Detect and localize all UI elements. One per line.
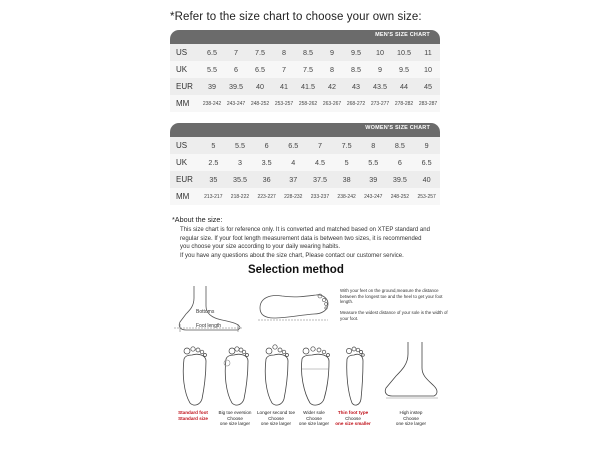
size-cell: 6.5 [413, 154, 440, 171]
row-label: EUR [170, 171, 200, 188]
caption-line: Standard foot [178, 410, 208, 415]
size-cell: 268-272 [344, 95, 368, 112]
caption-line: Big toe eversion [218, 410, 252, 415]
caption-line: Wider sole [303, 410, 325, 415]
caption-line: Choose [403, 415, 419, 421]
caption-line: High instep [399, 410, 423, 415]
size-cell: 6.5 [200, 44, 224, 61]
caption-line: one size larger [395, 421, 427, 427]
bottoms-label: Bottoms [196, 309, 215, 315]
size-cell: 41.5 [296, 78, 320, 95]
size-cell: 9 [368, 61, 392, 78]
about-line: If you have any questions about the size chart, Please contact our customer service. [180, 252, 404, 259]
mens-chart-title: MEN'S SIZE CHART [375, 32, 430, 38]
size-cell: 7.5 [296, 61, 320, 78]
instruction-foot-length: With your feet on the ground,measure the distance between the longest toe and the heel to get your foot length. [340, 288, 443, 305]
about-line: This size chart is for reference only. It is converted and matched based on XTEP standard and [180, 227, 430, 233]
row-label: US [170, 137, 200, 154]
size-cell: 45 [416, 78, 440, 95]
size-cell: 41 [272, 78, 296, 95]
size-cell: 9 [413, 137, 440, 154]
womens-row-us [170, 137, 440, 154]
size-cell: 278-282 [392, 95, 416, 112]
size-cell: 5.5 [227, 137, 254, 154]
size-cell: 7 [224, 44, 248, 61]
size-cell: 253-257 [413, 188, 440, 205]
caption-line: one size larger [219, 421, 251, 427]
size-cell: 4 [280, 154, 307, 171]
caption-line: Standard size [178, 415, 208, 421]
about-line: you choose your size according to your daily wearing habits. [180, 244, 341, 251]
about-line: regular size. If your foot length measurement data is between two sizes, it is recommended [180, 235, 422, 242]
size-cell: 258-262 [296, 95, 320, 112]
mens-row-eur [170, 78, 440, 95]
size-cell: 6 [387, 154, 414, 171]
size-cell: 5 [200, 137, 227, 154]
size-cell: 36 [253, 171, 280, 188]
mens-row-mm [170, 95, 440, 112]
size-cell: 6.5 [248, 61, 272, 78]
size-cell: 3.5 [253, 154, 280, 171]
size-cell: 8 [320, 61, 344, 78]
size-cell: 263-267 [320, 95, 344, 112]
foot-length-label: Foot length [196, 323, 222, 329]
big-toe-eversion-foot-icon [220, 345, 252, 407]
foot-type-caption [388, 410, 434, 427]
row-label: MM [170, 95, 200, 112]
size-cell: 39.5 [224, 78, 248, 95]
size-cell: 218-222 [227, 188, 254, 205]
size-cell: 42 [320, 78, 344, 95]
longer-second-toe-foot-icon [260, 345, 292, 407]
size-cell: 40 [413, 171, 440, 188]
size-cell: 233-237 [307, 188, 334, 205]
foot-type-caption [170, 410, 216, 421]
size-cell: 243-247 [224, 95, 248, 112]
size-cell: 5 [333, 154, 360, 171]
size-cell: 44 [392, 78, 416, 95]
size-cell: 39 [360, 171, 387, 188]
size-cell: 10 [368, 44, 392, 61]
size-cell: 10.5 [392, 44, 416, 61]
size-cell: 253-257 [272, 95, 296, 112]
caption-line: one size smaller [335, 421, 371, 427]
size-cell: 238-242 [333, 188, 360, 205]
size-cell: 37 [280, 171, 307, 188]
size-cell: 39.5 [387, 171, 414, 188]
size-cell: 273-277 [368, 95, 392, 112]
size-cell: 40 [248, 78, 272, 95]
row-label: EUR [170, 78, 200, 95]
size-cell: 5.5 [200, 61, 224, 78]
caption-line: Thin foot type [337, 410, 369, 415]
size-cell: 8.5 [387, 137, 414, 154]
size-cell: 248-252 [387, 188, 414, 205]
thin-foot-type-icon [340, 345, 368, 407]
selection-method-title: Selection method [248, 264, 344, 276]
size-cell: 10 [416, 61, 440, 78]
row-label: UK [170, 61, 200, 78]
size-cell: 8 [272, 44, 296, 61]
mens-size-table [170, 44, 440, 112]
size-cell: 7 [307, 137, 334, 154]
instruction-foot-width: Measure the widest distance of your sole is the width of your foot. [340, 310, 448, 321]
size-cell: 39 [200, 78, 224, 95]
size-cell: 9.5 [392, 61, 416, 78]
size-cell: 9.5 [344, 44, 368, 61]
size-cell: 283-287 [416, 95, 440, 112]
size-chart-instruction: *Refer to the size chart to choose your own size: [170, 11, 422, 23]
size-cell: 43 [344, 78, 368, 95]
size-cell: 38 [333, 171, 360, 188]
size-cell: 5.5 [360, 154, 387, 171]
womens-chart-title: WOMEN'S SIZE CHART [365, 125, 430, 131]
mens-size-chart [170, 30, 440, 112]
foot-top-view-illustration [256, 290, 331, 322]
foot-type-caption [330, 410, 376, 427]
row-label: US [170, 44, 200, 61]
size-cell: 6 [224, 61, 248, 78]
womens-row-mm [170, 188, 440, 205]
womens-row-eur [170, 171, 440, 188]
caption-line: one size larger [298, 421, 330, 427]
womens-chart-header [170, 123, 440, 137]
size-cell: 243-247 [360, 188, 387, 205]
size-cell: 213-217 [200, 188, 227, 205]
size-cell: 4.5 [307, 154, 334, 171]
size-cell: 11 [416, 44, 440, 61]
size-cell: 35.5 [227, 171, 254, 188]
size-cell: 7.5 [333, 137, 360, 154]
size-cell: 9 [320, 44, 344, 61]
foot-type-caption [213, 410, 257, 427]
row-label: UK [170, 154, 200, 171]
about-size-heading: *About the size: [172, 215, 223, 224]
size-cell: 8.5 [296, 44, 320, 61]
womens-size-chart [170, 123, 440, 205]
mens-row-us [170, 44, 440, 61]
standard-foot-icon [178, 345, 210, 407]
mens-row-uk [170, 61, 440, 78]
caption-line: Choose [227, 415, 243, 421]
womens-size-table [170, 137, 440, 205]
size-cell: 8.5 [344, 61, 368, 78]
caption-line: Choose [306, 415, 322, 421]
wider-sole-foot-icon [298, 345, 332, 407]
about-size-notes [180, 226, 450, 260]
size-cell: 37.5 [307, 171, 334, 188]
size-cell: 8 [360, 137, 387, 154]
caption-line: Choose [268, 415, 284, 421]
high-instep-foot-icon [382, 342, 440, 402]
size-cell: 223-227 [253, 188, 280, 205]
caption-line: Longer second toe [256, 410, 296, 415]
size-cell: 248-252 [248, 95, 272, 112]
caption-line: Choose [345, 415, 361, 421]
size-cell: 228-232 [280, 188, 307, 205]
size-cell: 7 [272, 61, 296, 78]
size-cell: 6.5 [280, 137, 307, 154]
mens-chart-header [170, 30, 440, 44]
size-cell: 43.5 [368, 78, 392, 95]
size-cell: 3 [227, 154, 254, 171]
womens-row-uk [170, 154, 440, 171]
size-cell: 238-242 [200, 95, 224, 112]
row-label: MM [170, 188, 200, 205]
size-cell: 6 [253, 137, 280, 154]
size-cell: 2.5 [200, 154, 227, 171]
caption-line: one size larger [260, 421, 292, 427]
size-cell: 7.5 [248, 44, 272, 61]
size-cell: 35 [200, 171, 227, 188]
